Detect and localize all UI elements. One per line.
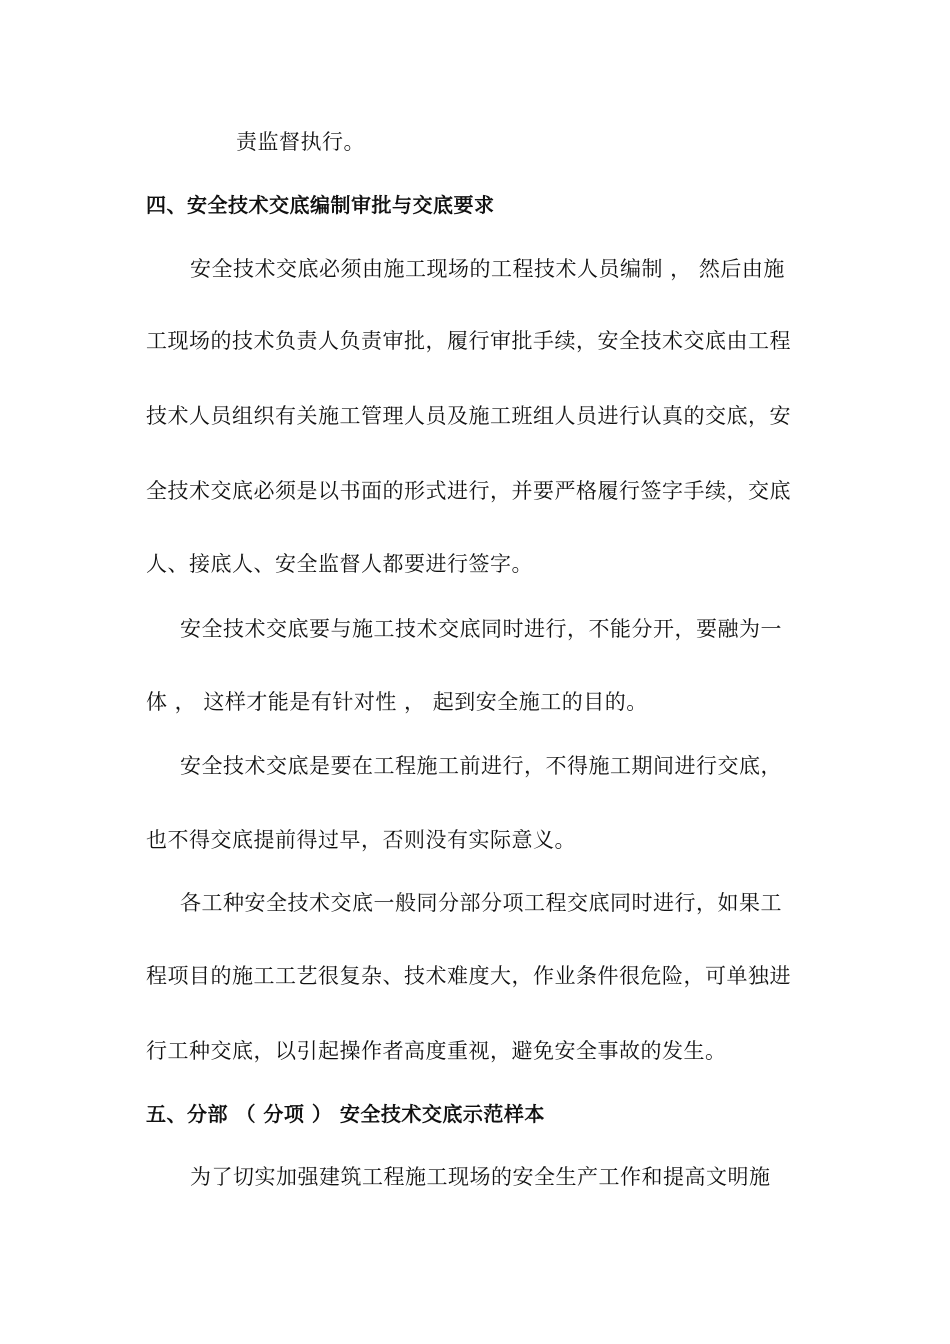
text-line: 技术人员组织有关施工管理人员及施工班组人员进行认真的交底，安 (146, 404, 791, 428)
text-line: 责监督执行。 (236, 130, 365, 154)
section-heading-4: 四、安全技术交底编制审批与交底要求 (146, 193, 495, 217)
text-line: 工现场的技术负责人负责审批，履行审批手续，安全技术交底由工程 (146, 329, 791, 353)
text-line: 安全技术交底必须由施工现场的工程技术人员编制 ， 然后由施 (190, 257, 785, 281)
text-line: 体 ， 这样才能是有针对性 ， 起到安全施工的目的。 (146, 690, 648, 714)
text-line: 也不得交底提前得过早，否则没有实际意义。 (146, 828, 576, 852)
text-line: 安全技术交底是要在工程施工前进行，不得施工期间进行交底， (180, 754, 782, 778)
text-line: 安全技术交底要与施工技术交底同时进行，不能分开，要融为一 (180, 617, 782, 641)
text-line: 全技术交底必须是以书面的形式进行，并要严格履行签字手续，交底 (146, 479, 791, 503)
text-line: 程项目的施工工艺很复杂、技术难度大，作业条件很危险，可单独进 (146, 964, 791, 988)
text-line: 人、接底人、安全监督人都要进行签字。 (146, 552, 533, 576)
text-line: 各工种安全技术交底一般同分部分项工程交底同时进行，如果工 (180, 891, 782, 915)
section-heading-5: 五、分部 （ 分项 ） 安全技术交底示范样本 (146, 1102, 545, 1126)
text-line: 行工种交底，以引起操作者高度重视，避免安全事故的发生。 (146, 1039, 727, 1063)
text-line: 为了切实加强建筑工程施工现场的安全生产工作和提高文明施 (190, 1165, 771, 1189)
